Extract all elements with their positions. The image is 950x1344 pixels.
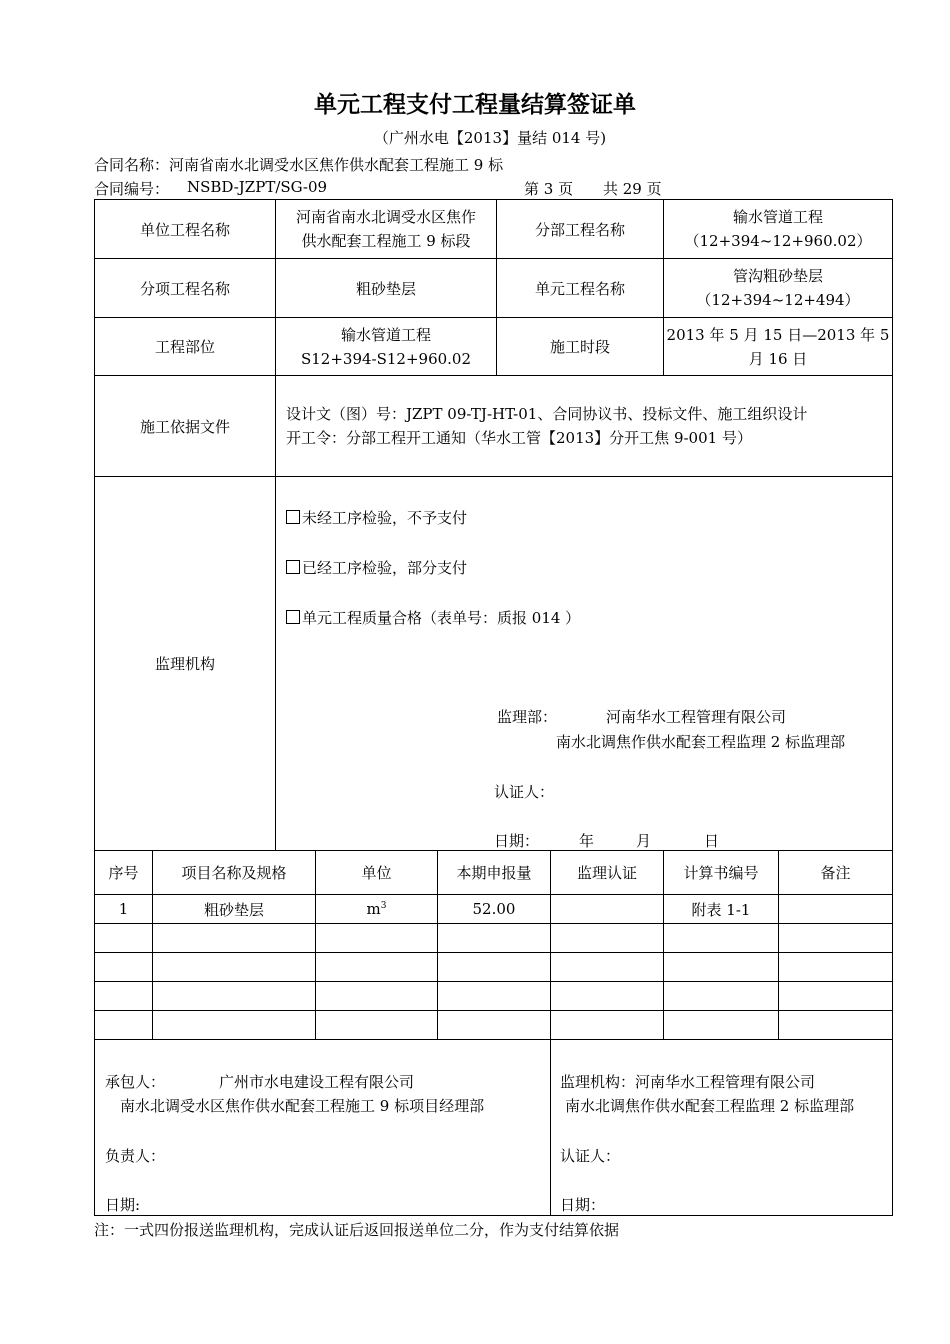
table-row [95,895,893,924]
sub-project-label: 分部工程名称 [497,200,664,259]
items-header-row [95,851,893,895]
header-calc: 计算书编号 [664,851,779,895]
element-project-value: 管沟粗砂垫层 （12+394~12+494） [664,259,893,318]
supervision-dept-value: 河南华水工程管理有限公司 [606,708,787,726]
contractor-dept: 南水北调受水区焦作供水配套工程施工 9 标项目经理部 [120,1097,485,1115]
supervisor-signature [551,1040,893,1216]
supervision-dept-value-2: 南水北调焦作供水配套工程监理 2 标监理部 [556,733,846,751]
header-cert: 监理认证 [551,851,664,895]
document-title: 单元工程支付工程量结算签证单 [314,92,636,118]
table-row [95,924,893,953]
option-partial: 已经工序检验，部分支付 [286,557,467,578]
row-qty: 52.00 [438,895,551,924]
supervision-label: 监理机构 [95,477,276,851]
contractor-label: 承包人： [105,1073,166,1091]
page-total: 共 29 页 [603,180,662,198]
items-table [94,850,893,1040]
checkbox-icon[interactable] [286,610,300,624]
table-row [95,953,893,982]
basis-line-2: 开工令：分部工程开工通知（华水工管【2013】分开工焦 9-001 号） [286,429,752,447]
document-subtitle: （广州水电【2013】量结 014 号) [373,129,607,147]
row-cert [551,895,664,924]
row-name: 粗砂垫层 [153,895,316,924]
contract-name-value: 河南省南水北调受水区焦作供水配套工程施工 9 标 [169,156,504,174]
contract-number-value: NSBD-JZPT/SG-09 [187,178,328,196]
table-row [95,982,893,1011]
supervision-date-label: 日期： [494,832,540,850]
contractor-date: 日期: [105,1196,141,1214]
footnote: 注：一式四份报送监理机构，完成认证后返回报送单位二分，作为支付结算依据 [94,1221,620,1239]
unit-project-value: 河南省南水北调受水区焦作 供水配套工程施工 9 标段 [276,200,497,259]
supervision-certifier-label: 认证人： [494,783,555,801]
checkbox-icon[interactable] [286,510,300,524]
unit-project-label: 单位工程名称 [95,200,276,259]
period-label: 施工时段 [497,318,664,376]
supervision-month: 月 [636,832,652,850]
row-no: 1 [95,895,153,924]
sub-project-value: 输水管道工程 （12+394~12+960.02） [664,200,893,259]
option-unchecked: 未经工序检验，不予支付 [286,507,467,528]
contract-number-label: 合同编号： [94,180,170,198]
signature-table [94,1039,893,1216]
location-label: 工程部位 [95,318,276,376]
item-project-value: 粗砂垫层 [276,259,497,318]
supervision-day: 日 [704,832,720,850]
basis-line-1: 设计文（图）号：JZPT 09-TJ-HT-01、合同协议书、投标文件、施工组织设计 [286,405,808,423]
supervisor-certifier-label: 认证人： [560,1147,621,1165]
basis-content [276,376,893,477]
row-remark [779,895,893,924]
header-unit: 单位 [316,851,438,895]
header-table [94,199,893,851]
row-calc: 附表 1-1 [664,895,779,924]
contract-number-line [94,178,169,199]
header-name: 项目名称及规格 [153,851,316,895]
contractor-signature [95,1040,551,1216]
supervisor-line: 监理机构：河南华水工程管理有限公司 [560,1073,816,1091]
supervision-year: 年 [579,832,595,850]
page-number: 第 3 页 [524,180,574,198]
header-remark: 备注 [779,851,893,895]
option-quality-pass: 单元工程质量合格（表单号：质报 014 ） [286,607,580,628]
location-value: 输水管道工程 S12+394-S12+960.02 [276,318,497,376]
header-no: 序号 [95,851,153,895]
contractor-value: 广州市水电建设工程有限公司 [219,1073,415,1091]
period-value: 2013 年 5 月 15 日—2013 年 5 月 16 日 [664,318,893,376]
checkbox-icon[interactable] [286,560,300,574]
contract-name-label: 合同名称： [94,156,170,174]
supervisor-dept: 南水北调焦作供水配套工程监理 2 标监理部 [565,1097,855,1115]
contract-name-line [94,154,503,175]
supervision-dept-label: 监理部： [497,708,558,726]
item-project-label: 分项工程名称 [95,259,276,318]
basis-label: 施工依据文件 [95,376,276,477]
supervisor-date: 日期： [560,1196,606,1214]
table-row [95,1011,893,1040]
element-project-label: 单元工程名称 [497,259,664,318]
supervision-content [276,477,893,851]
responsible-label: 负责人： [105,1147,166,1165]
header-qty: 本期申报量 [438,851,551,895]
row-unit: $m^3$ [316,895,438,924]
